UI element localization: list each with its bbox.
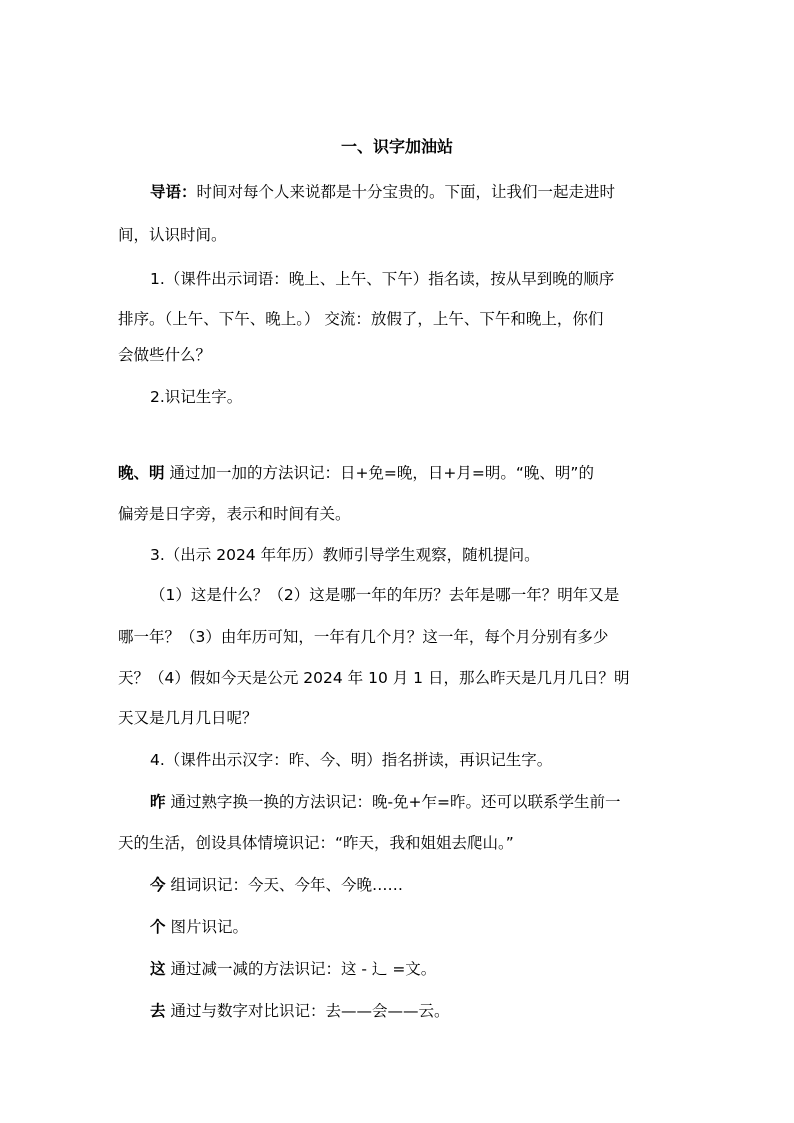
intro-text-1: 时间对每个人来说都是十分宝贵的。下面，让我们一起走进时: [196, 183, 616, 201]
zhe-char: 这: [150, 960, 166, 978]
jin-text: 组词识记：今天、今年、今晚……: [165, 876, 403, 894]
zhe-line: [150, 958, 436, 980]
item3-line-3: 哪一年？（3）由年历可知，一年有几个月？这一年，每个月分别有多少: [118, 628, 609, 646]
item3-line-4: 天？（4）假如今天是公元 2024 年 10 月 1 日，那么昨天是几月几日？明: [118, 669, 630, 687]
jin-line: [150, 874, 403, 896]
item3-line-1: 3.（出示 2024 年年历）教师引导学生观察，随机提问。: [150, 546, 540, 564]
qu-text: 通过与数字对比识记：去——会——云。: [165, 1002, 450, 1020]
item3-line-2: （1）这是什么？（2）这是哪一年的年历？去年是哪一年？明年又是: [150, 586, 620, 604]
zhe-text: 通过减一减的方法识记：这 - 辶 =文。: [165, 960, 437, 978]
item1-line-1: 1.（课件出示词语：晚上、上午、下午）指名读，按从早到晚的顺序: [150, 270, 615, 288]
wanming-text-1: 通过加一加的方法识记：日+免=晚，日+月=明。“晚、明”的: [164, 464, 594, 482]
item2-line-1: 2.识记生字。: [150, 388, 243, 406]
zuo-line-2: 天的生活，创设具体情境识记：“昨天，我和姐姐去爬山。”: [118, 834, 514, 852]
jin-char: 今: [150, 876, 166, 894]
zuo-char: 昨: [150, 793, 166, 811]
item1-line-2: 排序。（上午、下午、晚上。） 交流：放假了，上午、下午和晚上，你们: [118, 310, 604, 328]
intro-line-1: [150, 181, 615, 203]
qu-char: 去: [150, 1002, 166, 1020]
zuo-text-1: 通过熟字换一换的方法识记：晚-免+乍=昨。还可以联系学生前一: [165, 793, 621, 811]
ge-line: [150, 916, 248, 938]
wanming-line-1: [118, 462, 594, 484]
item1-line-3: 会做些什么？: [118, 346, 212, 364]
qu-line: [150, 1000, 449, 1022]
section-title: 一、识字加油站: [340, 137, 453, 156]
item4-line-1: 4.（课件出示汉字：昨、今、明）指名拼读，再识记生字。: [150, 751, 553, 769]
ge-char: 个: [150, 918, 166, 936]
item3-line-5: 天又是几月几日呢？: [118, 709, 258, 727]
ge-text: 图片识记。: [165, 918, 248, 936]
intro-line-2: 间，认识时间。: [118, 226, 227, 244]
zuo-line-1: [150, 791, 621, 813]
wanming-line-2: 偏旁是日字旁，表示和时间有关。: [118, 505, 351, 523]
wanming-chars: 晚、明: [118, 464, 165, 482]
intro-label: 导语：: [150, 183, 197, 201]
